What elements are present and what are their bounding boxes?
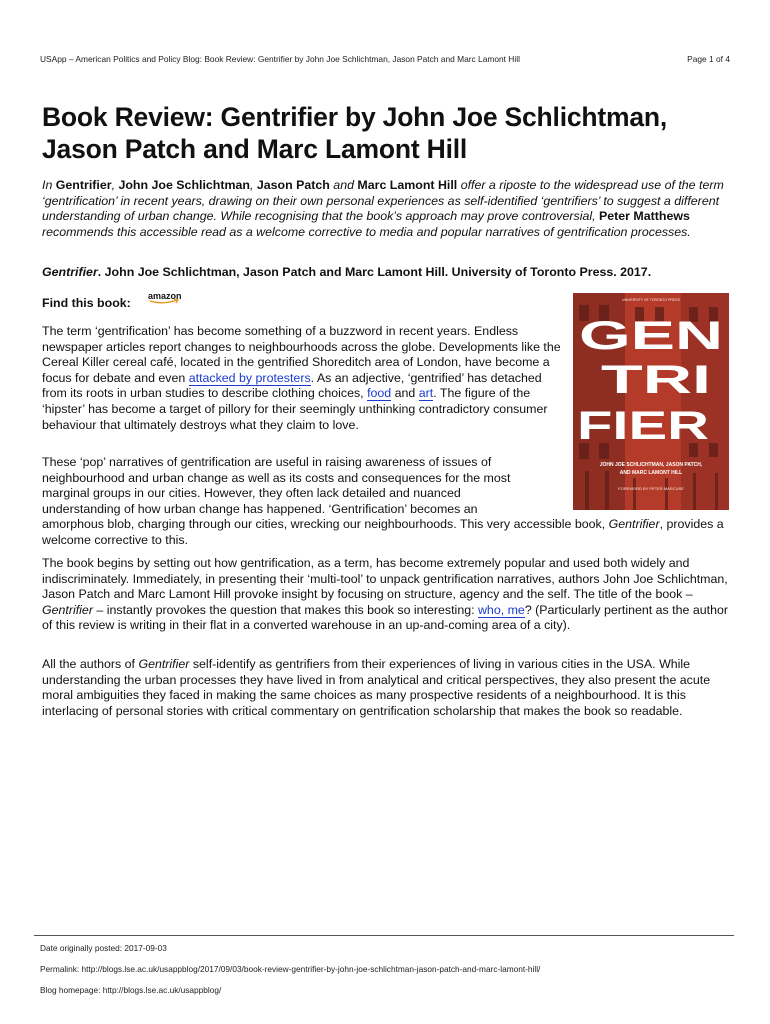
find-this-book-label: Find this book: — [42, 296, 131, 310]
cover-authors-line-2: AND MARC LAMONT HILL — [619, 470, 683, 476]
page-number: Page 1 of 4 — [687, 54, 730, 64]
paragraph-text: All the authors of — [42, 657, 139, 671]
cover-title-line-2: TRI — [601, 358, 711, 402]
paragraph-line: neighbourhood and urban change as well as its costs and consequences for the most — [42, 470, 511, 485]
paragraph-text: ? (Particularly pertinent as the author of this review is writing in their flat in a converted warehouse in an up-and-coming area of a city). — [42, 602, 728, 633]
book-title-italic: Gentrifier — [608, 517, 660, 532]
paragraph-text: The book begins by setting out how gentrification, as a term, has become extremely popular and used both widely and indiscriminately. Immediately, in presenting their ‘multi-tool’ to unpack gentrification narratives, authors John Joe Schlichtman, Jason Patch and Marc Lamont Hill provoke insight by focusing on structure, agency and the self. The title of the book – — [42, 556, 728, 602]
paragraph-2 — [42, 455, 732, 549]
intro-text: , — [111, 178, 119, 192]
intro-author: John Joe Schlichtman — [118, 178, 250, 192]
paragraph-text: – instantly provokes the question that makes this book so interesting: — [92, 602, 478, 617]
cover-title-line-1: GEN — [579, 314, 723, 358]
paragraph-4 — [42, 657, 732, 719]
footer-divider — [34, 935, 734, 936]
amazon-logo-link[interactable] — [147, 291, 183, 305]
food-link[interactable]: food — [367, 386, 392, 401]
book-title-italic: Gentrifier — [42, 602, 93, 617]
attacked-by-protesters-link[interactable]: attacked by protesters — [188, 370, 311, 385]
footer-date-posted: Date originally posted: 2017-09-03 — [40, 943, 167, 953]
article-title — [42, 101, 732, 165]
paragraph-3 — [42, 556, 732, 634]
title-line-2: Jason Patch and Marc Lamont Hill — [42, 134, 468, 164]
paragraph-text: and — [391, 386, 419, 401]
intro-author: Jason Patch — [256, 178, 330, 192]
cover-foreword: FOREWORD BY PETER MARCUSE — [618, 486, 684, 491]
running-title: USApp – American Politics and Policy Blog: Book Review: Gentrifier by John Joe Schlichtman, Jason Patch and Marc Lamont Hill — [40, 54, 520, 64]
intro-paragraph — [42, 178, 732, 240]
paragraph-text: amorphous blob, charging through our cities, wrecking our neighbourhoods. This very accessible book, — [42, 517, 609, 532]
paragraph-line: marginal groups in our cities. However, they often lack detailed and nuanced — [42, 486, 461, 501]
intro-reviewer: Peter Matthews — [599, 209, 690, 224]
cover-title-line-3: FIER — [577, 404, 710, 448]
book-title-italic: Gentrifier — [138, 657, 190, 671]
title-line-1: Book Review: Gentrifier by John Joe Schlichtman, — [42, 102, 668, 132]
paragraph-1 — [42, 324, 567, 433]
paragraph-text: The term ‘gentrification’ has become something of a buzzword in recent years. Endless newspaper articles report changes to neighbourhoods across the globe. Developments like the Cereal Killer cereal café, located in the gentrified Shoreditch area of London, have become a focus for debate and even — [42, 324, 561, 385]
paragraph-text: , provides a welcome corrective to this. — [42, 517, 724, 547]
intro-text: recommends this accessible read as a welcome corrective to media and popular narratives of gentrification processes. — [42, 224, 691, 239]
paragraph-text: . As an adjective, ‘gentrified’ has detached from its roots in urban studies to describe clothing choices, — [42, 370, 542, 401]
citation-book-title: Gentrifier — [42, 265, 98, 279]
art-link[interactable]: art — [418, 386, 434, 401]
intro-book-title: Gentrifier — [55, 178, 112, 192]
paragraph-line: understanding of how urban change has happened. ‘Gentrification’ becomes an — [42, 501, 478, 516]
footer-blog-homepage[interactable]: Blog homepage: http://blogs.lse.ac.uk/usappblog/ — [40, 985, 222, 995]
intro-author: Marc Lamont Hill — [357, 178, 458, 192]
amazon-logo-text: amazon — [148, 291, 182, 301]
intro-text: and — [329, 178, 358, 192]
footer-permalink[interactable]: Permalink: http://blogs.lse.ac.uk/usappblog/2017/09/03/book-review-gentrifier-by-john-joe-schlichtman-jason-patch-and-marc-lamont-hill/ — [40, 964, 541, 974]
intro-text: offer a riposte to the widespread use of the term ‘gentrification’ in recent years, drawing on their own personal experiences as self-identified ‘gentrifiers’ to suggest a different understanding of urban change. While recognising that the book’s approach may prove controversial, — [42, 178, 724, 224]
who-me-link[interactable]: who, me — [477, 602, 525, 617]
cover-authors-line-1: JOHN JOE SCHLICHTMAN, JASON PATCH, — [599, 462, 703, 468]
paragraph-text: . The figure of the ‘hipster’ has become a target of pillory for their seemingly unthinking contradictory consumer behaviour that ultimately destroys what they claim to love. — [42, 386, 548, 432]
intro-text: In — [42, 178, 56, 192]
citation-details: . John Joe Schlichtman, Jason Patch and Marc Lamont Hill. University of Toronto Press. 2017. — [97, 265, 652, 279]
cover-publisher: UNIVERSITY OF TORONTO PRESS — [622, 298, 680, 302]
intro-text: , — [249, 178, 257, 192]
paragraph-text: self-identify as gentrifiers from their experiences of living in various cities in the USA. While understanding the urban processes they have lived in from analytical and critical perspectives, they also present the acute moral ambiguities they faced in making the same choices as many prospective residents of a neighbourhood. It is this interlacing of personal stories with critical commentary on gentrification scholarship that makes the book so readable. — [42, 657, 711, 718]
paragraph-line: These ‘pop’ narratives of gentrification are useful in raising awareness of issues of — [42, 455, 492, 469]
book-citation — [42, 265, 732, 281]
